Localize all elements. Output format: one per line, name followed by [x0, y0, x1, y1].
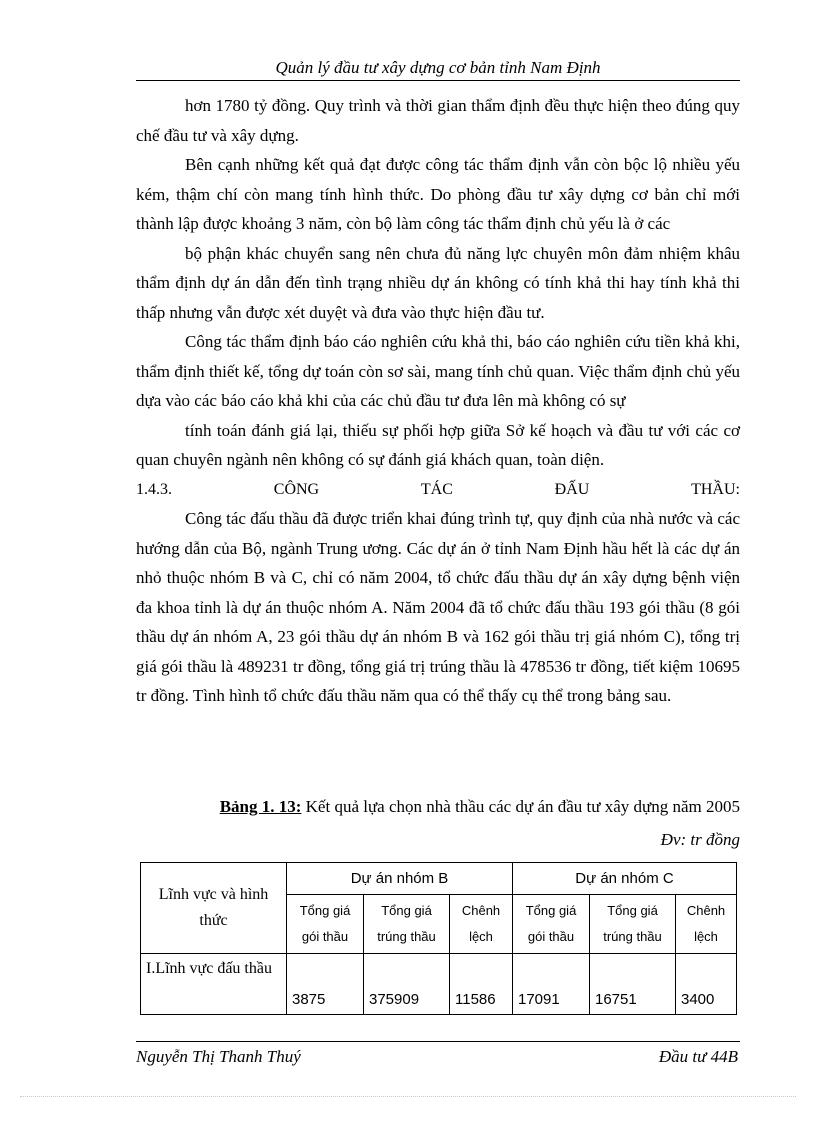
results-table [140, 862, 737, 1015]
table-row [141, 954, 737, 1015]
col-header: Chênh lệch [450, 895, 513, 954]
section-word-2: TÁC [420, 480, 453, 498]
table-corner-header: Lĩnh vực và hình thức [141, 863, 287, 954]
table-header-row [141, 863, 737, 895]
table-caption-label: Bảng 1. 13: [219, 797, 302, 816]
paragraph-5: tính toán đánh giá lại, thiếu sự phối hợp giữa Sở kế hoạch và đầu tư với các cơ quan chuyên ngành nên không có sự đánh giá khách quan, toàn diện. [136, 420, 740, 469]
col-header: Tổng giá gói thầu [287, 895, 364, 954]
footer-rule [136, 1041, 740, 1042]
col-header: Tổng giá trúng thầu [364, 895, 450, 954]
col-header: Chênh lệch [676, 895, 737, 954]
table-caption-text: Kết quả lựa chọn nhà thầu các dự án đầu tư xây dựng năm 2005 [301, 797, 740, 816]
header-rule [136, 80, 740, 81]
paragraph-4: Công tác thẩm định báo cáo nghiên cứu khả thi, báo cáo nghiên cứu tiền khả khi, thẩm định thiết kế, tổng dự toán còn sơ sài, mang tính chủ quan. Việc thẩm định chủ yếu dựa vào các báo cáo khả khi của các chủ đầu tư đưa lên mà không có sự [136, 332, 740, 410]
table-cell: 11586 [450, 954, 513, 1015]
page-edge-divider [20, 1096, 796, 1097]
col-header: Tổng giá trúng thầu [590, 895, 676, 954]
table-cell: 3400 [676, 954, 737, 1015]
group-c-header: Dự án nhóm C [513, 863, 737, 895]
page-header: Quản lý đầu tư xây dựng cơ bản tỉnh Nam Định [275, 58, 601, 77]
section-word-1: CÔNG [273, 480, 320, 498]
table-caption [136, 797, 740, 817]
table-cell: 16751 [590, 954, 676, 1015]
body-text [136, 91, 740, 711]
footer-author: Nguyễn Thị Thanh Thuý [136, 1047, 301, 1066]
paragraph-1: hơn 1780 tỷ đồng. Quy trình và thời gian thẩm định đều thực hiện theo đúng quy chế đầu tư và xây dựng. [136, 96, 740, 145]
section-word-4: THẦU: [691, 480, 740, 498]
footer-class: Đầu tư 44B [658, 1047, 738, 1066]
group-b-header: Dự án nhóm B [287, 863, 513, 895]
row-label: I.Lĩnh vực đấu thầu [141, 954, 287, 1015]
section-number: 1.4.3. [136, 480, 172, 498]
paragraph-3: bộ phận khác chuyển sang nên chưa đủ năng lực chuyên môn đảm nhiệm khâu thẩm định dự án dẫn đến tình trạng nhiều dự án không có tính khả thi hay tính khả thi thấp nhưng vẫn được xét duyệt và đưa vào thực hiện đầu tư. [136, 243, 740, 322]
col-header: Tổng giá gói thầu [513, 895, 590, 954]
table-cell: 17091 [513, 954, 590, 1015]
section-heading [136, 475, 740, 505]
table-unit: Đv: tr đồng [660, 830, 740, 849]
paragraph-6: Công tác đấu thầu đã được triển khai đúng trình tự, quy định của nhà nước và các hướng dẫn của Bộ, ngành Trung ương. Các dự án ở tỉnh Nam Định hầu hết là các dự án nhỏ thuộc nhóm B và C, chỉ có năm 2004, tổ chức đấu thầu dự án xây dựng bệnh viện đa khoa tỉnh là dự án thuộc nhóm A. Năm 2004 đã tổ chức đấu thầu 193 gói thầu (8 gói thầu dự án nhóm A, 23 gói thầu dự án nhóm B và 162 gói thầu trị giá nhóm C), tổng trị giá gói thầu là 489231 tr đồng, tổng giá trị trúng thầu là 478536 tr đồng, tiết kiệm 10695 tr đồng. Tình hình tổ chức đấu thầu năm qua có thể thấy cụ thể trong bảng sau. [136, 509, 740, 705]
table-cell: 375909 [364, 954, 450, 1015]
paragraph-2: Bên cạnh những kết quả đạt được công tác thẩm định vẫn còn bộc lộ nhiều yếu kém, thậm chí còn mang tính hình thức. Do phòng đầu tư xây dựng cơ bản chỉ mới thành lập được khoảng 3 năm, còn bộ làm công tác thẩm định chủ yếu là ở các [136, 155, 740, 233]
table-cell: 3875 [287, 954, 364, 1015]
section-word-3: ĐẤU [554, 480, 590, 498]
